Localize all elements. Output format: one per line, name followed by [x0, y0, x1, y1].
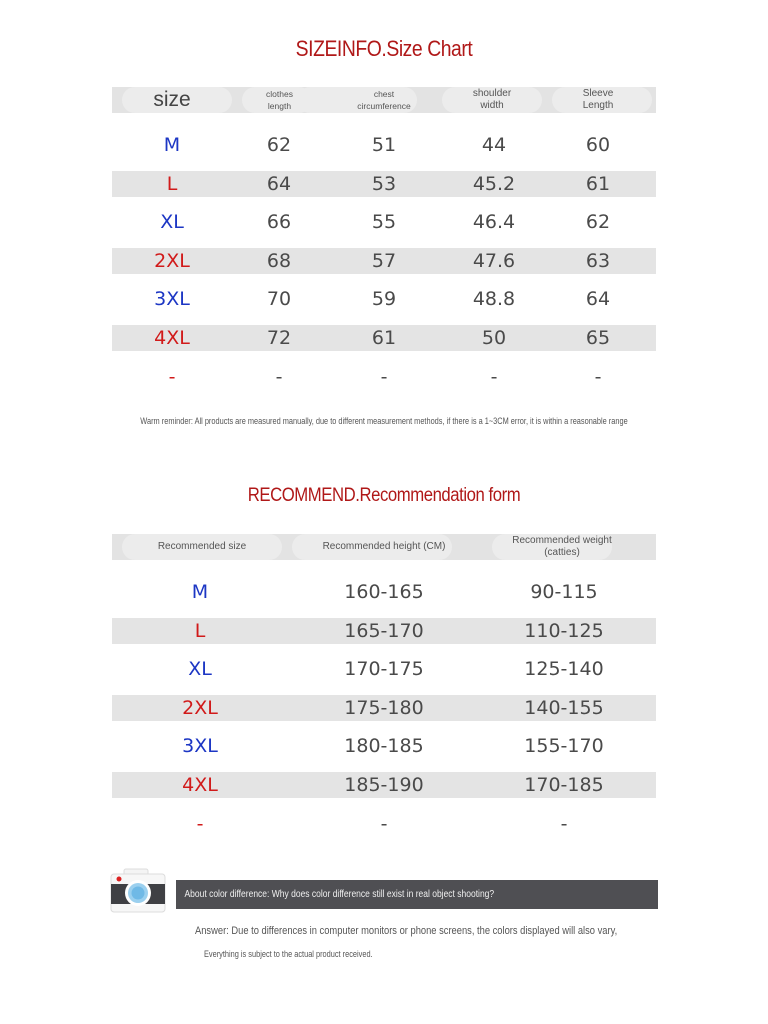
header-recommended-height: Recommended height (CM): [322, 541, 446, 552]
weight-value: -: [560, 812, 568, 835]
header-shoulder-width: shoulder width: [472, 88, 512, 111]
sleeve-value: 62: [585, 211, 611, 234]
shoulder-value: -: [490, 365, 498, 388]
sleeve-value: -: [594, 365, 602, 388]
sleeve-value: 63: [585, 249, 611, 272]
header-clothes-length: clothes length: [266, 89, 293, 111]
size-label: 2XL: [182, 696, 218, 719]
size-label: 3XL: [154, 288, 190, 311]
clothes-length-value: 70: [266, 288, 292, 311]
recommendation-title: RECOMMEND.Recommendation form: [247, 485, 521, 506]
size-label: 3XL: [182, 735, 218, 758]
size-label: 4XL: [182, 773, 218, 796]
size-chart-header: [112, 87, 656, 113]
size-label: 4XL: [154, 326, 190, 349]
height-value: 185-190: [344, 773, 424, 796]
weight-value: 125-140: [524, 658, 604, 681]
chest-value: 55: [371, 211, 397, 234]
size-label: XL: [188, 658, 212, 681]
weight-value: 155-170: [524, 735, 604, 758]
clothes-length-value: 72: [266, 326, 292, 349]
color-difference-question-bar: [176, 880, 658, 909]
shoulder-value: 50: [481, 326, 507, 349]
answer-subtext: Everything is subject to the actual product received.: [204, 949, 373, 959]
clothes-length-value: 64: [266, 172, 292, 195]
table-row: [112, 772, 656, 798]
table-row: [112, 656, 656, 682]
weight-value: 140-155: [524, 696, 604, 719]
size-label: M: [163, 134, 181, 156]
header-sleeve-length: Sleeve Length: [582, 88, 614, 111]
size-label: -: [196, 812, 204, 835]
table-row: [112, 209, 656, 235]
header-recommended-size: Recommended size: [157, 541, 247, 552]
camera-icon: [110, 868, 166, 914]
weight-value: 170-185: [524, 773, 604, 796]
height-value: 160-165: [344, 581, 424, 603]
weight-value: 110-125: [524, 619, 604, 642]
height-value: 165-170: [344, 619, 424, 642]
height-value: 175-180: [344, 696, 424, 719]
table-row: [112, 248, 656, 274]
chest-value: 61: [371, 326, 397, 349]
header-chest-circumference: chest circumference: [357, 89, 411, 111]
size-label: XL: [160, 211, 184, 234]
table-row: [112, 579, 656, 605]
table-row: [112, 132, 656, 158]
chest-value: 59: [371, 288, 397, 311]
shoulder-value: 47.6: [472, 249, 516, 272]
header-recommended-weight: Recommended weight (catties): [512, 535, 612, 558]
clothes-length-value: -: [275, 365, 283, 388]
height-value: 180-185: [344, 735, 424, 758]
size-label: L: [166, 172, 178, 195]
table-row: [112, 695, 656, 721]
size-label: 2XL: [154, 249, 190, 272]
table-row: [112, 618, 656, 644]
table-row: [112, 811, 656, 837]
chest-value: 51: [371, 134, 397, 156]
shoulder-value: 48.8: [472, 288, 516, 311]
shoulder-value: 45.2: [472, 172, 516, 195]
sleeve-value: 60: [585, 134, 611, 156]
question-text: About color difference: Why does color difference still exist in real object shooting?: [184, 889, 495, 900]
sleeve-value: 61: [585, 172, 611, 195]
recommendation-header: [112, 534, 656, 560]
size-label: -: [168, 365, 176, 388]
chest-value: 53: [371, 172, 397, 195]
shoulder-value: 44: [481, 134, 507, 156]
clothes-length-value: 68: [266, 249, 292, 272]
clothes-length-value: 66: [266, 211, 292, 234]
answer-text: Answer: Due to differences in computer monitors or phone screens, the colors displayed will also vary,: [195, 925, 618, 937]
size-label: M: [191, 581, 209, 603]
warm-reminder-note: Warm reminder: All products are measured manually, due to different measurement methods, if there is a 1~3CM error, it is within a reasonable range: [140, 416, 628, 426]
chest-value: 57: [371, 249, 397, 272]
height-value: 170-175: [344, 658, 424, 681]
chest-value: -: [380, 365, 388, 388]
table-row: [112, 325, 656, 351]
size-chart-title: SIZEINFO.Size Chart: [295, 36, 473, 61]
shoulder-value: 46.4: [472, 211, 516, 234]
recommendation-table: [112, 534, 656, 837]
height-value: -: [380, 812, 388, 835]
size-chart-table: [112, 87, 656, 390]
sleeve-value: 65: [585, 326, 611, 349]
header-size: size: [153, 88, 191, 111]
table-row: [112, 733, 656, 759]
size-label: L: [194, 619, 206, 642]
table-row: [112, 171, 656, 197]
table-row: [112, 286, 656, 312]
clothes-length-value: 62: [266, 134, 292, 156]
sleeve-value: 64: [585, 288, 611, 311]
table-row: [112, 364, 656, 390]
weight-value: 90-115: [530, 581, 598, 603]
